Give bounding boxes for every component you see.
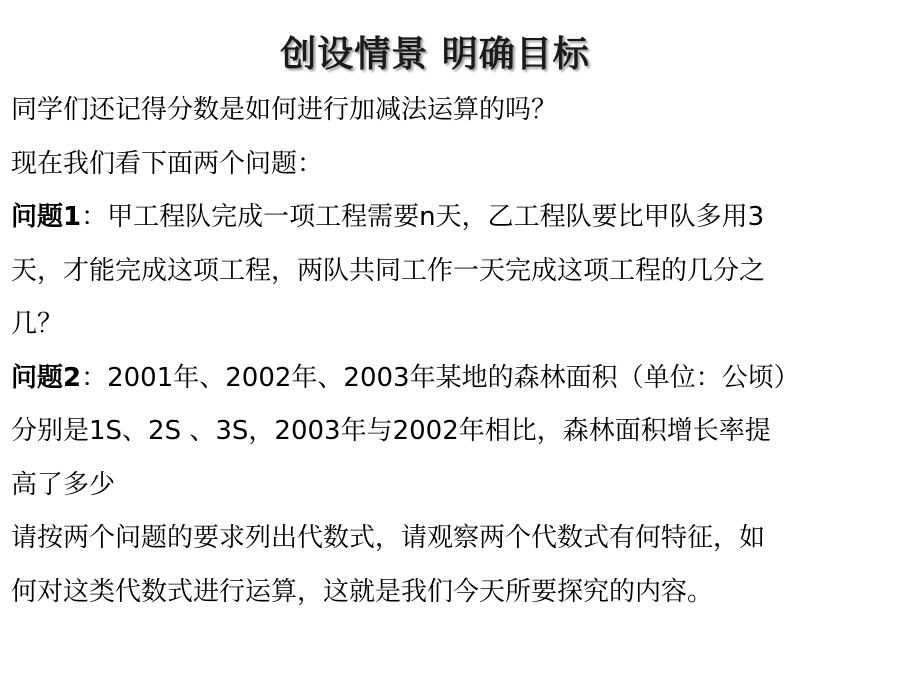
question-1-label: 问题1 xyxy=(11,202,82,232)
question-2-line-2 xyxy=(11,405,889,459)
line-text: 天，才能完成这项工程，两队共同工作一天完成这项工程的几分之 xyxy=(11,255,766,286)
summary-line-2 xyxy=(11,566,889,620)
question-2-line-1 xyxy=(11,352,889,406)
question-1-line-1 xyxy=(11,191,889,245)
line-text: 现在我们看下面两个问题： xyxy=(11,148,324,179)
slide-body xyxy=(11,84,889,619)
question-1-line-2 xyxy=(11,245,889,299)
line-text: ：2001年、2002年、2003年某地的森林面积（单位：公顷） xyxy=(81,362,800,393)
question-2-line-3 xyxy=(11,459,889,513)
line-text: 同学们还记得分数是如何进行加减法运算的吗？ xyxy=(11,95,558,125)
line-text: 分别是1S、2S 、3S，2003年与2002年相比，森林面积增长率提 xyxy=(11,416,771,446)
line-text: ：甲工程队完成一项工程需要n天，乙工程队要比甲队多用3 xyxy=(81,202,765,232)
line-text: 请按两个问题的要求列出代数式，请观察两个代数式有何特征，如 xyxy=(11,523,766,553)
text-line-1 xyxy=(11,84,889,138)
line-text: 几？ xyxy=(11,309,64,339)
question-1-line-3 xyxy=(11,298,889,352)
question-2-label: 问题2 xyxy=(11,362,82,393)
line-text: 高了多少 xyxy=(11,469,116,500)
text-line-2 xyxy=(11,138,889,192)
line-text: 何对这类代数式进行运算，这就是我们今天所要探究的内容。 xyxy=(11,576,714,607)
summary-line-1 xyxy=(11,512,889,566)
slide-title: 创设情景 明确目标 xyxy=(280,34,590,75)
